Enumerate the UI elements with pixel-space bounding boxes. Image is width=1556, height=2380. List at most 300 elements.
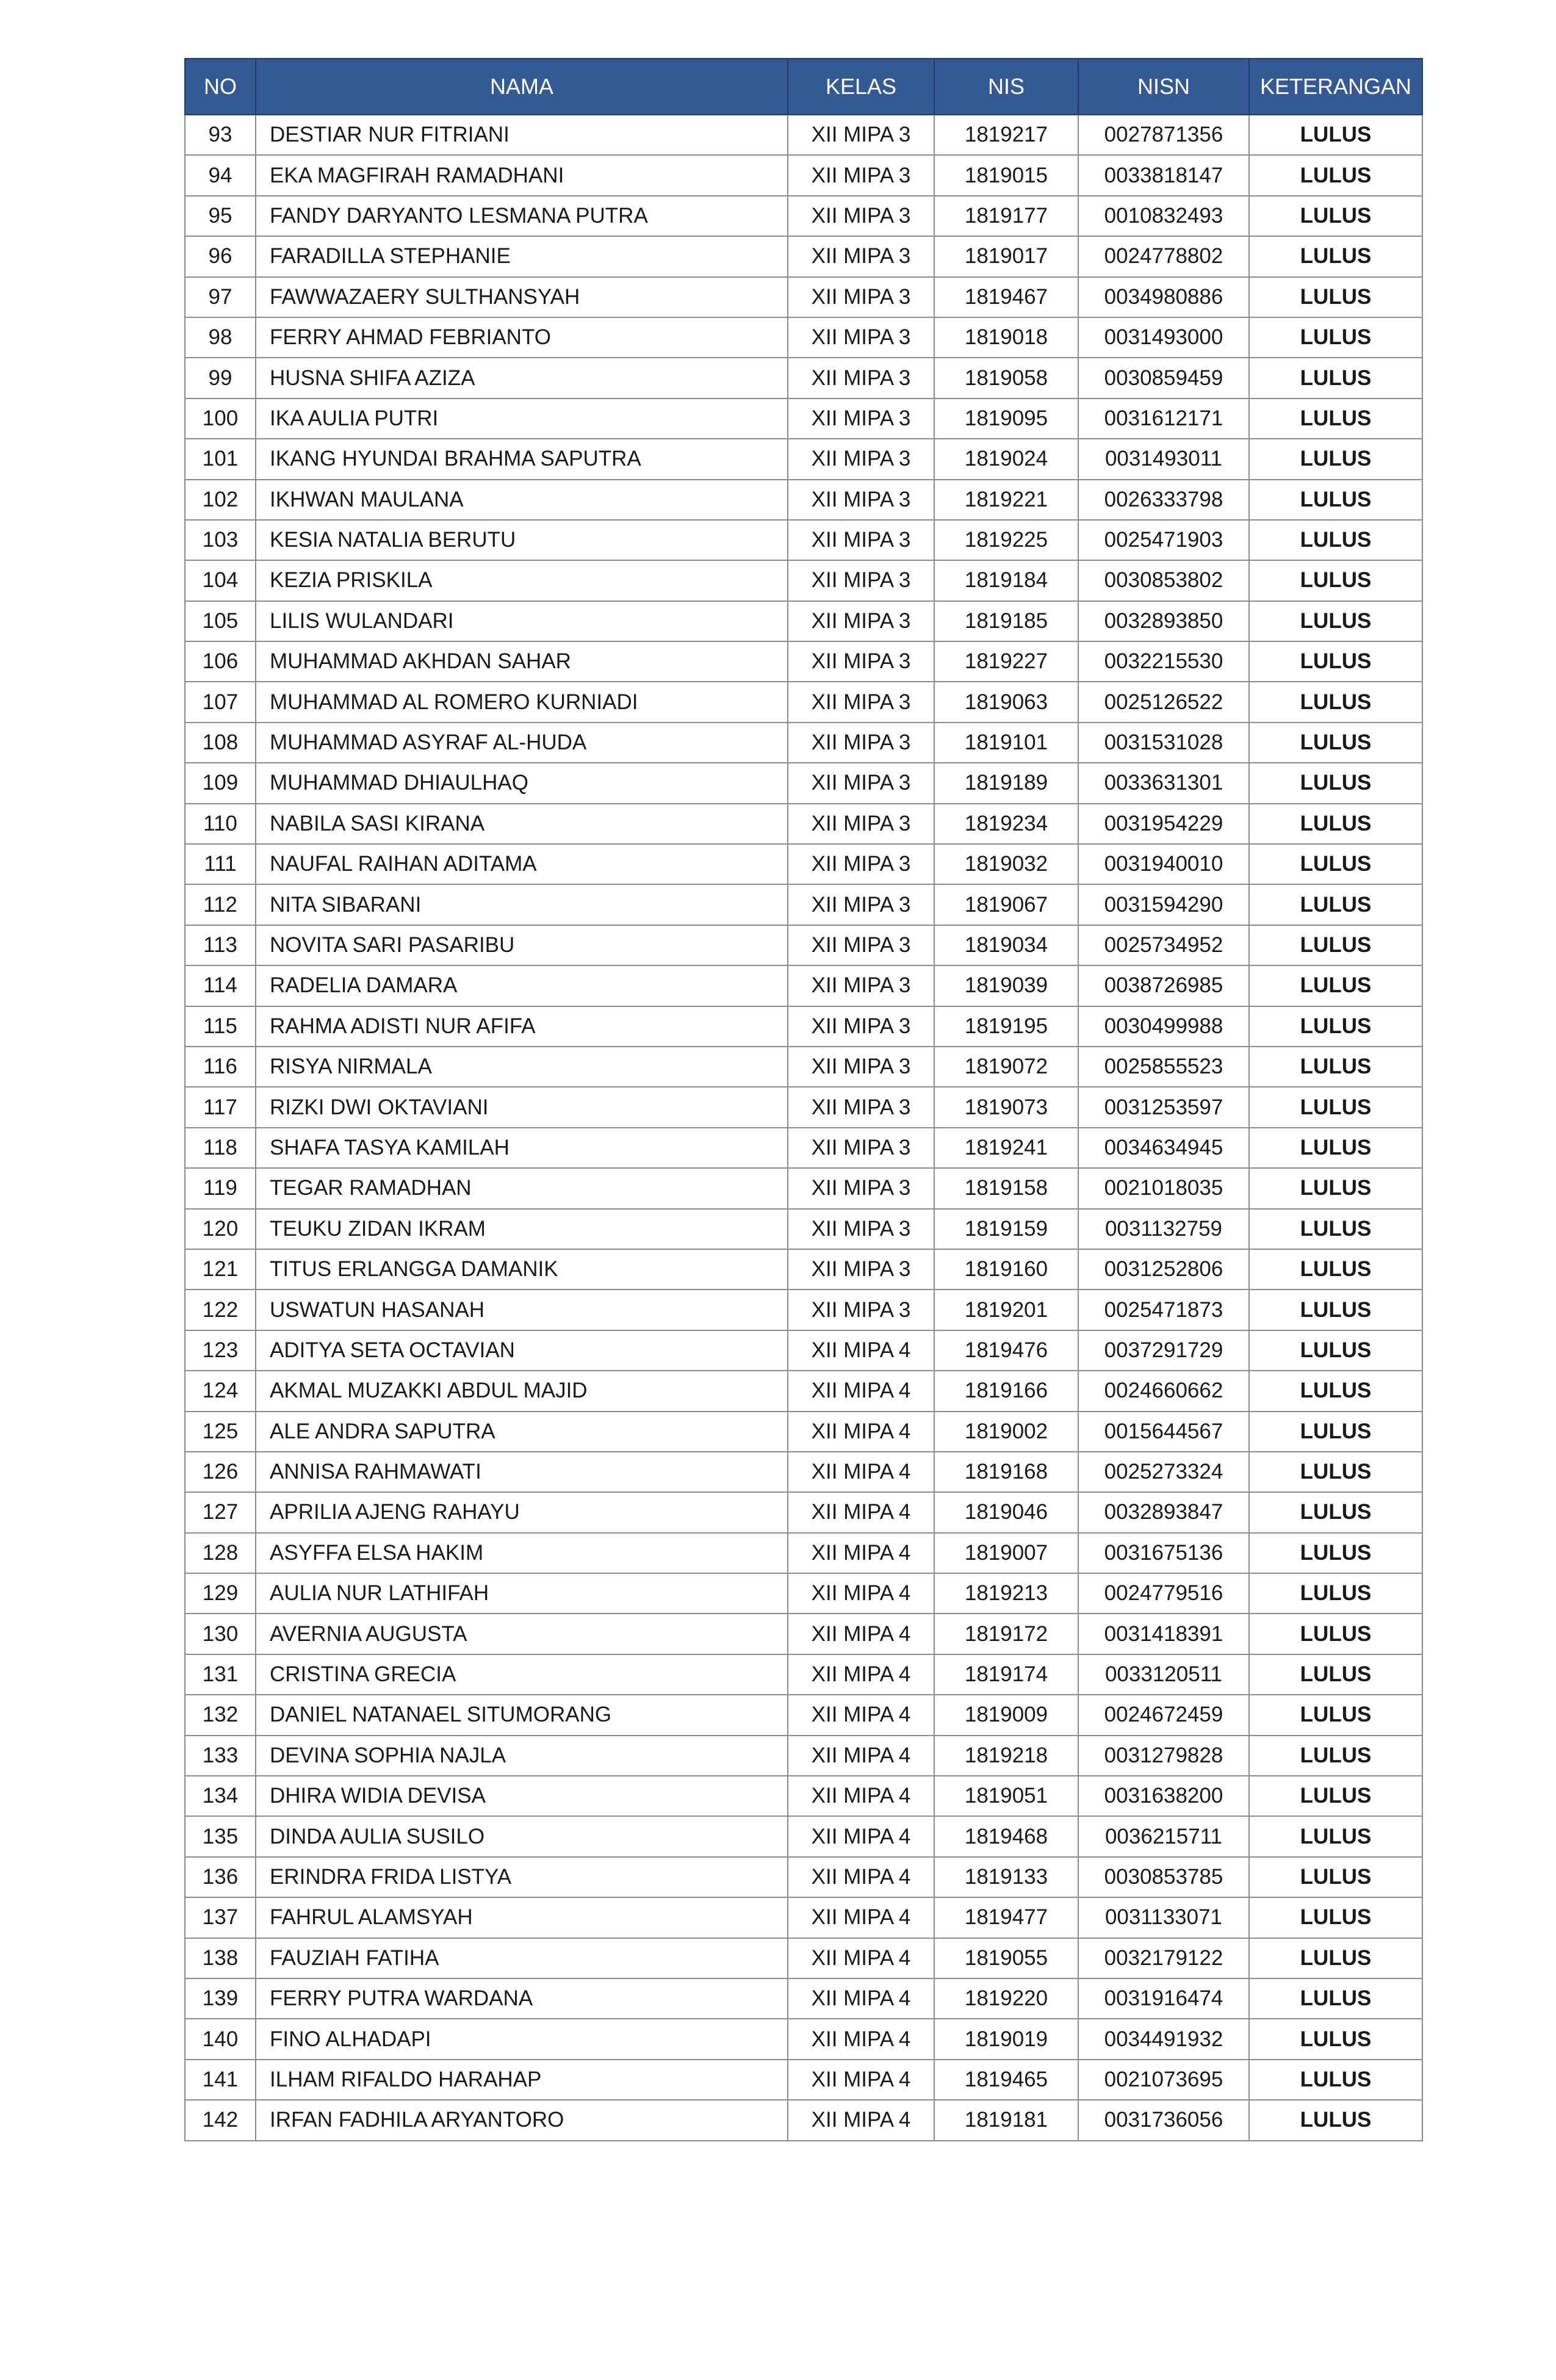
cell-no: 135	[185, 1816, 256, 1856]
cell-no: 96	[185, 236, 256, 276]
cell-no: 108	[185, 723, 256, 763]
cell-kelas: XII MIPA 4	[788, 1371, 934, 1411]
cell-kelas: XII MIPA 3	[788, 317, 934, 358]
cell-kelas: XII MIPA 3	[788, 641, 934, 682]
cell-no: 142	[185, 2100, 256, 2140]
cell-keterangan: LULUS	[1249, 2100, 1422, 2140]
cell-nis: 1819007	[934, 1533, 1078, 1573]
cell-nisn: 0031252806	[1078, 1249, 1249, 1289]
cell-no: 124	[185, 1371, 256, 1411]
cell-nis: 1819032	[934, 844, 1078, 884]
cell-keterangan: LULUS	[1249, 601, 1422, 641]
cell-nis: 1819227	[934, 641, 1078, 682]
cell-keterangan: LULUS	[1249, 236, 1422, 276]
cell-no: 122	[185, 1289, 256, 1330]
cell-nisn: 0024660662	[1078, 1371, 1249, 1411]
cell-kelas: XII MIPA 3	[788, 1168, 934, 1208]
cell-nisn: 0031736056	[1078, 2100, 1249, 2140]
cell-nisn: 0025734952	[1078, 925, 1249, 965]
cell-nama: DEVINA SOPHIA NAJLA	[256, 1736, 788, 1776]
table-row	[185, 439, 1422, 479]
cell-kelas: XII MIPA 3	[788, 844, 934, 884]
cell-nama: IKA AULIA PUTRI	[256, 398, 788, 439]
cell-nisn: 0031916474	[1078, 1978, 1249, 2019]
cell-nis: 1819220	[934, 1978, 1078, 2019]
cell-keterangan: LULUS	[1249, 682, 1422, 722]
cell-nis: 1819213	[934, 1573, 1078, 1614]
cell-nama: NABILA SASI KIRANA	[256, 804, 788, 844]
document-page	[184, 58, 1422, 2141]
cell-keterangan: LULUS	[1249, 1897, 1422, 1938]
cell-kelas: XII MIPA 4	[788, 1816, 934, 1856]
cell-nis: 1819058	[934, 358, 1078, 398]
cell-kelas: XII MIPA 3	[788, 1249, 934, 1289]
cell-nama: ERINDRA FRIDA LISTYA	[256, 1857, 788, 1897]
table-row	[185, 1573, 1422, 1614]
cell-nis: 1819177	[934, 196, 1078, 236]
cell-nisn: 0031675136	[1078, 1533, 1249, 1573]
cell-nis: 1819015	[934, 155, 1078, 195]
cell-nisn: 0010832493	[1078, 196, 1249, 236]
cell-nis: 1819217	[934, 115, 1078, 155]
cell-keterangan: LULUS	[1249, 1978, 1422, 2019]
cell-nisn: 0025471903	[1078, 520, 1249, 560]
table-row	[185, 2019, 1422, 2059]
cell-nisn: 0024779516	[1078, 1573, 1249, 1614]
cell-no: 102	[185, 480, 256, 520]
table-row	[185, 723, 1422, 763]
cell-nisn: 0024672459	[1078, 1695, 1249, 1735]
cell-keterangan: LULUS	[1249, 277, 1422, 317]
cell-kelas: XII MIPA 4	[788, 1938, 934, 1978]
cell-nisn: 0031132759	[1078, 1209, 1249, 1249]
table-row	[185, 520, 1422, 560]
cell-nis: 1819465	[934, 2060, 1078, 2100]
cell-no: 136	[185, 1857, 256, 1897]
table-row	[185, 1857, 1422, 1897]
cell-kelas: XII MIPA 4	[788, 1857, 934, 1897]
cell-nis: 1819476	[934, 1330, 1078, 1371]
cell-keterangan: LULUS	[1249, 196, 1422, 236]
cell-nisn: 0032893847	[1078, 1492, 1249, 1532]
cell-keterangan: LULUS	[1249, 1695, 1422, 1735]
cell-nis: 1819133	[934, 1857, 1078, 1897]
table-row	[185, 763, 1422, 803]
cell-nisn: 0031133071	[1078, 1897, 1249, 1938]
cell-no: 129	[185, 1573, 256, 1614]
cell-nisn: 0031493000	[1078, 317, 1249, 358]
cell-keterangan: LULUS	[1249, 723, 1422, 763]
cell-nama: ALE ANDRA SAPUTRA	[256, 1412, 788, 1452]
cell-nisn: 0032893850	[1078, 601, 1249, 641]
cell-nis: 1819168	[934, 1452, 1078, 1492]
table-row	[185, 317, 1422, 358]
cell-nama: DANIEL NATANAEL SITUMORANG	[256, 1695, 788, 1735]
cell-nama: NAUFAL RAIHAN ADITAMA	[256, 844, 788, 884]
cell-kelas: XII MIPA 3	[788, 277, 934, 317]
cell-nis: 1819019	[934, 2019, 1078, 2059]
header-keterangan: KETERANGAN	[1249, 59, 1422, 115]
cell-keterangan: LULUS	[1249, 884, 1422, 925]
cell-no: 128	[185, 1533, 256, 1573]
cell-nis: 1819002	[934, 1412, 1078, 1452]
cell-nisn: 0033818147	[1078, 155, 1249, 195]
table-row	[185, 1006, 1422, 1047]
cell-no: 101	[185, 439, 256, 479]
cell-no: 107	[185, 682, 256, 722]
cell-kelas: XII MIPA 3	[788, 925, 934, 965]
cell-nisn: 0015644567	[1078, 1412, 1249, 1452]
cell-kelas: XII MIPA 4	[788, 2019, 934, 2059]
table-row	[185, 358, 1422, 398]
cell-nisn: 0033120511	[1078, 1654, 1249, 1695]
cell-no: 127	[185, 1492, 256, 1532]
cell-nama: FAWWAZAERY SULTHANSYAH	[256, 277, 788, 317]
cell-nisn: 0031531028	[1078, 723, 1249, 763]
cell-nisn: 0032215530	[1078, 641, 1249, 682]
cell-nisn: 0031594290	[1078, 884, 1249, 925]
cell-nis: 1819095	[934, 398, 1078, 439]
cell-keterangan: LULUS	[1249, 1128, 1422, 1168]
cell-no: 103	[185, 520, 256, 560]
cell-nama: HUSNA SHIFA AZIZA	[256, 358, 788, 398]
table-row	[185, 1776, 1422, 1816]
header-nama: NAMA	[256, 59, 788, 115]
cell-nis: 1819195	[934, 1006, 1078, 1047]
table-header	[185, 59, 1422, 115]
cell-keterangan: LULUS	[1249, 1209, 1422, 1249]
cell-kelas: XII MIPA 3	[788, 358, 934, 398]
header-nis: NIS	[934, 59, 1078, 115]
cell-nama: RAHMA ADISTI NUR AFIFA	[256, 1006, 788, 1047]
cell-no: 97	[185, 277, 256, 317]
cell-nama: MUHAMMAD AL ROMERO KURNIADI	[256, 682, 788, 722]
cell-nama: RISYA NIRMALA	[256, 1047, 788, 1087]
cell-no: 111	[185, 844, 256, 884]
cell-nisn: 0025855523	[1078, 1047, 1249, 1087]
cell-nama: FERRY AHMAD FEBRIANTO	[256, 317, 788, 358]
table-row	[185, 1249, 1422, 1289]
table-row	[185, 1087, 1422, 1127]
cell-nis: 1819039	[934, 965, 1078, 1006]
table-row	[185, 277, 1422, 317]
cell-nis: 1819072	[934, 1047, 1078, 1087]
cell-nama: ANNISA RAHMAWATI	[256, 1452, 788, 1492]
cell-nis: 1819159	[934, 1209, 1078, 1249]
cell-keterangan: LULUS	[1249, 641, 1422, 682]
table-row	[185, 1816, 1422, 1856]
cell-no: 113	[185, 925, 256, 965]
cell-no: 95	[185, 196, 256, 236]
cell-keterangan: LULUS	[1249, 1816, 1422, 1856]
cell-nama: MUHAMMAD AKHDAN SAHAR	[256, 641, 788, 682]
cell-kelas: XII MIPA 4	[788, 1614, 934, 1654]
cell-keterangan: LULUS	[1249, 844, 1422, 884]
cell-keterangan: LULUS	[1249, 1047, 1422, 1087]
cell-keterangan: LULUS	[1249, 1736, 1422, 1776]
cell-kelas: XII MIPA 3	[788, 682, 934, 722]
cell-kelas: XII MIPA 3	[788, 236, 934, 276]
cell-no: 130	[185, 1614, 256, 1654]
cell-kelas: XII MIPA 4	[788, 1654, 934, 1695]
cell-kelas: XII MIPA 3	[788, 480, 934, 520]
cell-keterangan: LULUS	[1249, 1006, 1422, 1047]
cell-nisn: 0031612171	[1078, 398, 1249, 439]
cell-kelas: XII MIPA 4	[788, 1695, 934, 1735]
cell-no: 131	[185, 1654, 256, 1695]
cell-nama: IRFAN FADHILA ARYANTORO	[256, 2100, 788, 2140]
cell-no: 138	[185, 1938, 256, 1978]
cell-nisn: 0031418391	[1078, 1614, 1249, 1654]
cell-kelas: XII MIPA 4	[788, 2100, 934, 2140]
cell-keterangan: LULUS	[1249, 1371, 1422, 1411]
cell-nama: NITA SIBARANI	[256, 884, 788, 925]
cell-kelas: XII MIPA 4	[788, 1533, 934, 1573]
cell-nisn: 0031638200	[1078, 1776, 1249, 1816]
cell-no: 137	[185, 1897, 256, 1938]
cell-nama: RADELIA DAMARA	[256, 965, 788, 1006]
cell-nisn: 0021018035	[1078, 1168, 1249, 1208]
cell-no: 104	[185, 560, 256, 600]
table-row	[185, 236, 1422, 276]
cell-nis: 1819172	[934, 1614, 1078, 1654]
cell-nis: 1819034	[934, 925, 1078, 965]
cell-kelas: XII MIPA 4	[788, 1412, 934, 1452]
cell-keterangan: LULUS	[1249, 1087, 1422, 1127]
cell-keterangan: LULUS	[1249, 763, 1422, 803]
table-row	[185, 1289, 1422, 1330]
cell-nis: 1819185	[934, 601, 1078, 641]
cell-kelas: XII MIPA 3	[788, 115, 934, 155]
cell-nama: ILHAM RIFALDO HARAHAP	[256, 2060, 788, 2100]
cell-no: 139	[185, 1978, 256, 2019]
cell-nisn: 0034980886	[1078, 277, 1249, 317]
cell-kelas: XII MIPA 4	[788, 1776, 934, 1816]
cell-nama: DHIRA WIDIA DEVISA	[256, 1776, 788, 1816]
table-row	[185, 1533, 1422, 1573]
cell-nis: 1819201	[934, 1289, 1078, 1330]
table-row	[185, 1412, 1422, 1452]
cell-nama: KESIA NATALIA BERUTU	[256, 520, 788, 560]
table-row	[185, 1695, 1422, 1735]
cell-keterangan: LULUS	[1249, 1412, 1422, 1452]
cell-nisn: 0030499988	[1078, 1006, 1249, 1047]
cell-nis: 1819046	[934, 1492, 1078, 1532]
cell-kelas: XII MIPA 3	[788, 560, 934, 600]
cell-no: 112	[185, 884, 256, 925]
cell-no: 109	[185, 763, 256, 803]
table-row	[185, 1128, 1422, 1168]
cell-no: 105	[185, 601, 256, 641]
cell-nisn: 0031279828	[1078, 1736, 1249, 1776]
cell-keterangan: LULUS	[1249, 1533, 1422, 1573]
student-table	[184, 58, 1423, 2141]
cell-nama: ASYFFA ELSA HAKIM	[256, 1533, 788, 1573]
cell-nis: 1819158	[934, 1168, 1078, 1208]
cell-no: 93	[185, 115, 256, 155]
cell-nama: TITUS ERLANGGA DAMANIK	[256, 1249, 788, 1289]
cell-keterangan: LULUS	[1249, 1452, 1422, 1492]
cell-keterangan: LULUS	[1249, 480, 1422, 520]
cell-kelas: XII MIPA 3	[788, 196, 934, 236]
cell-kelas: XII MIPA 3	[788, 601, 934, 641]
cell-kelas: XII MIPA 4	[788, 1736, 934, 1776]
cell-nama: FANDY DARYANTO LESMANA PUTRA	[256, 196, 788, 236]
cell-nama: APRILIA AJENG RAHAYU	[256, 1492, 788, 1532]
table-row	[185, 682, 1422, 722]
table-row	[185, 1978, 1422, 2019]
cell-keterangan: LULUS	[1249, 2060, 1422, 2100]
cell-no: 126	[185, 1452, 256, 1492]
cell-nama: SHAFA TASYA KAMILAH	[256, 1128, 788, 1168]
cell-keterangan: LULUS	[1249, 2019, 1422, 2059]
cell-nama: FARADILLA STEPHANIE	[256, 236, 788, 276]
cell-nisn: 0031253597	[1078, 1087, 1249, 1127]
table-row	[185, 1654, 1422, 1695]
cell-no: 115	[185, 1006, 256, 1047]
cell-nama: CRISTINA GRECIA	[256, 1654, 788, 1695]
cell-nis: 1819024	[934, 439, 1078, 479]
cell-nis: 1819018	[934, 317, 1078, 358]
cell-nama: DINDA AULIA SUSILO	[256, 1816, 788, 1856]
cell-no: 121	[185, 1249, 256, 1289]
cell-nama: TEGAR RAMADHAN	[256, 1168, 788, 1208]
cell-keterangan: LULUS	[1249, 358, 1422, 398]
cell-nis: 1819225	[934, 520, 1078, 560]
cell-no: 141	[185, 2060, 256, 2100]
cell-kelas: XII MIPA 3	[788, 398, 934, 439]
cell-nis: 1819063	[934, 682, 1078, 722]
cell-nis: 1819073	[934, 1087, 1078, 1127]
table-row	[185, 925, 1422, 965]
cell-kelas: XII MIPA 3	[788, 1087, 934, 1127]
cell-keterangan: LULUS	[1249, 1168, 1422, 1208]
cell-keterangan: LULUS	[1249, 520, 1422, 560]
cell-kelas: XII MIPA 4	[788, 1330, 934, 1371]
cell-kelas: XII MIPA 3	[788, 1289, 934, 1330]
cell-nis: 1819241	[934, 1128, 1078, 1168]
table-body	[185, 115, 1422, 2141]
cell-nama: MUHAMMAD DHIAULHAQ	[256, 763, 788, 803]
cell-nama: RIZKI DWI OKTAVIANI	[256, 1087, 788, 1127]
cell-nisn: 0037291729	[1078, 1330, 1249, 1371]
cell-nama: AVERNIA AUGUSTA	[256, 1614, 788, 1654]
cell-nisn: 0025273324	[1078, 1452, 1249, 1492]
cell-nama: FINO ALHADAPI	[256, 2019, 788, 2059]
table-row	[185, 398, 1422, 439]
cell-nama: FAUZIAH FATIHA	[256, 1938, 788, 1978]
table-row	[185, 1371, 1422, 1411]
cell-kelas: XII MIPA 3	[788, 763, 934, 803]
table-row	[185, 560, 1422, 600]
cell-nis: 1819051	[934, 1776, 1078, 1816]
cell-no: 140	[185, 2019, 256, 2059]
cell-keterangan: LULUS	[1249, 1857, 1422, 1897]
cell-keterangan: LULUS	[1249, 1573, 1422, 1614]
cell-nis: 1819184	[934, 560, 1078, 600]
cell-kelas: XII MIPA 3	[788, 1047, 934, 1087]
cell-nisn: 0034634945	[1078, 1128, 1249, 1168]
cell-kelas: XII MIPA 3	[788, 965, 934, 1006]
cell-no: 123	[185, 1330, 256, 1371]
cell-nama: EKA MAGFIRAH RAMADHANI	[256, 155, 788, 195]
cell-kelas: XII MIPA 3	[788, 439, 934, 479]
cell-nisn: 0021073695	[1078, 2060, 1249, 2100]
cell-kelas: XII MIPA 3	[788, 1209, 934, 1249]
cell-keterangan: LULUS	[1249, 1492, 1422, 1532]
cell-no: 119	[185, 1168, 256, 1208]
cell-nisn: 0027871356	[1078, 115, 1249, 155]
header-row	[185, 59, 1422, 115]
table-row	[185, 1736, 1422, 1776]
cell-nis: 1819055	[934, 1938, 1078, 1978]
cell-kelas: XII MIPA 4	[788, 1978, 934, 2019]
table-row	[185, 2060, 1422, 2100]
cell-nis: 1819467	[934, 277, 1078, 317]
cell-keterangan: LULUS	[1249, 1330, 1422, 1371]
cell-nisn: 0024778802	[1078, 236, 1249, 276]
cell-no: 118	[185, 1128, 256, 1168]
header-nisn: NISN	[1078, 59, 1249, 115]
cell-nisn: 0031940010	[1078, 844, 1249, 884]
cell-no: 134	[185, 1776, 256, 1816]
cell-nis: 1819009	[934, 1695, 1078, 1735]
cell-nama: FERRY PUTRA WARDANA	[256, 1978, 788, 2019]
cell-no: 94	[185, 155, 256, 195]
cell-keterangan: LULUS	[1249, 965, 1422, 1006]
cell-kelas: XII MIPA 4	[788, 1492, 934, 1532]
cell-nisn: 0034491932	[1078, 2019, 1249, 2059]
cell-nama: TEUKU ZIDAN IKRAM	[256, 1209, 788, 1249]
cell-no: 117	[185, 1087, 256, 1127]
cell-kelas: XII MIPA 3	[788, 1006, 934, 1047]
cell-nama: LILIS WULANDARI	[256, 601, 788, 641]
cell-nis: 1819477	[934, 1897, 1078, 1938]
table-row	[185, 965, 1422, 1006]
cell-nama: AULIA NUR LATHIFAH	[256, 1573, 788, 1614]
cell-kelas: XII MIPA 3	[788, 884, 934, 925]
cell-nama: AKMAL MUZAKKI ABDUL MAJID	[256, 1371, 788, 1411]
cell-nisn: 0033631301	[1078, 763, 1249, 803]
cell-keterangan: LULUS	[1249, 1614, 1422, 1654]
cell-nis: 1819234	[934, 804, 1078, 844]
cell-kelas: XII MIPA 4	[788, 1897, 934, 1938]
cell-nama: MUHAMMAD ASYRAF AL-HUDA	[256, 723, 788, 763]
table-row	[185, 884, 1422, 925]
cell-keterangan: LULUS	[1249, 560, 1422, 600]
cell-nama: DESTIAR NUR FITRIANI	[256, 115, 788, 155]
table-row	[185, 1452, 1422, 1492]
table-row	[185, 155, 1422, 195]
cell-keterangan: LULUS	[1249, 1776, 1422, 1816]
cell-nama: FAHRUL ALAMSYAH	[256, 1897, 788, 1938]
table-row	[185, 1047, 1422, 1087]
cell-nisn: 0025126522	[1078, 682, 1249, 722]
cell-no: 120	[185, 1209, 256, 1249]
header-no: NO	[185, 59, 256, 115]
cell-kelas: XII MIPA 3	[788, 520, 934, 560]
cell-keterangan: LULUS	[1249, 439, 1422, 479]
table-row	[185, 641, 1422, 682]
cell-keterangan: LULUS	[1249, 155, 1422, 195]
cell-kelas: XII MIPA 4	[788, 1452, 934, 1492]
cell-nis: 1819468	[934, 1816, 1078, 1856]
cell-nama: USWATUN HASANAH	[256, 1289, 788, 1330]
cell-nama: IKHWAN MAULANA	[256, 480, 788, 520]
cell-keterangan: LULUS	[1249, 1289, 1422, 1330]
cell-no: 106	[185, 641, 256, 682]
cell-no: 125	[185, 1412, 256, 1452]
